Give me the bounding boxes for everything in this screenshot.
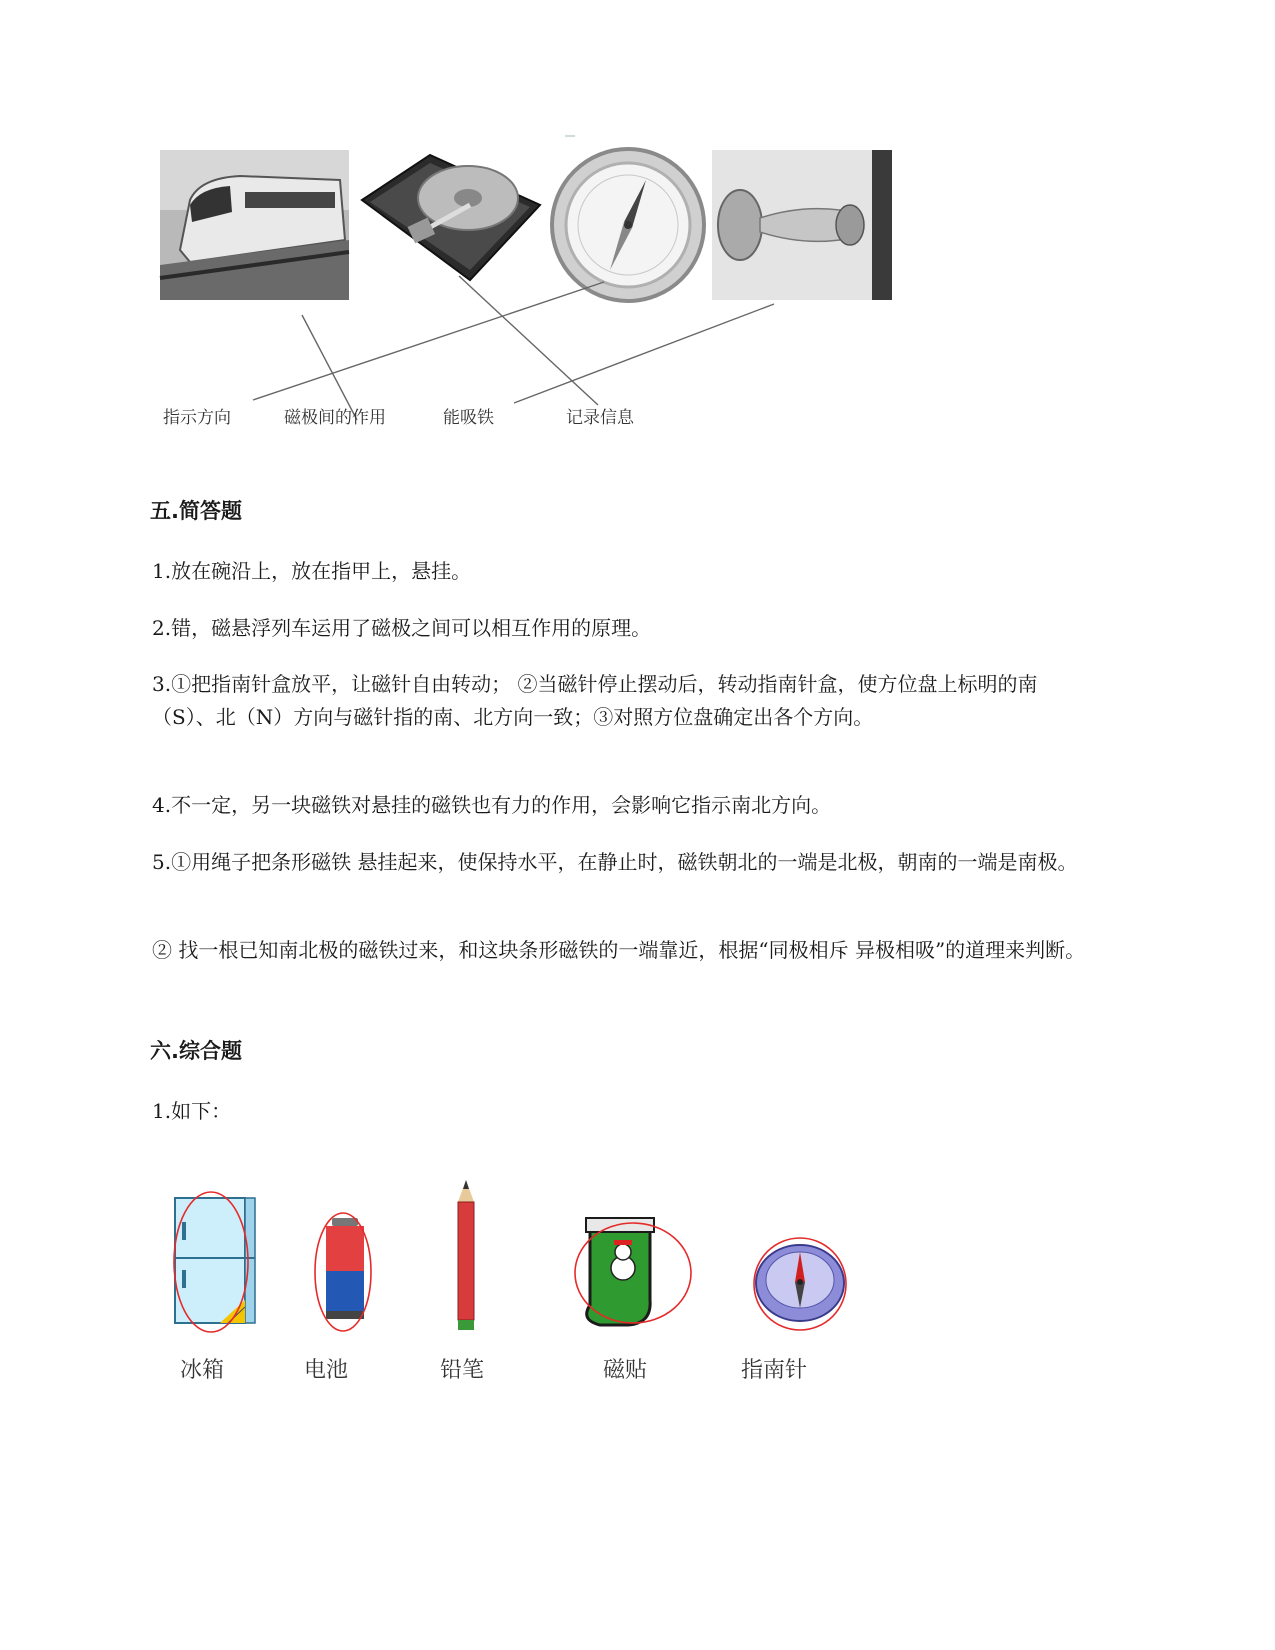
magnetic-sticker-icon — [586, 1218, 654, 1325]
hard-disk-image — [362, 155, 540, 280]
answer-5-part-2: ② 找一根已知南北极的磁铁过来，和这块条形磁铁的一端靠近，根据“同极相斥 异极相吸”的道理来判断。 — [152, 938, 1086, 962]
matching-figure-graphics — [0, 0, 1275, 440]
item-label-compass: 指南针 — [741, 1358, 808, 1383]
answer-4: 4.不一定，另一块磁铁对悬挂的磁铁也有力的作用，会影响它指示南北方向。 — [152, 793, 832, 817]
refrigerator-icon — [175, 1198, 255, 1323]
maglev-train-image — [160, 150, 349, 300]
battery-icon — [326, 1218, 364, 1319]
match-label-record-info: 记录信息 — [566, 408, 634, 428]
section-title-comprehensive: 六.综合题 — [150, 1039, 242, 1063]
magnetic-door-stop-image — [712, 150, 892, 300]
compass-icon — [756, 1245, 844, 1321]
answer-1: 1.放在碗沿上，放在指甲上，悬挂。 — [152, 559, 472, 583]
answer-2: 2.错，磁悬浮列车运用了磁极之间可以相互作用的原理。 — [152, 616, 652, 640]
answer-5: 5.①用绳子把条形磁铁 悬挂起来，使保持水平，在静止时，磁铁朝北的一端是北极，朝南的一端是南极。 — [152, 850, 1078, 874]
answer-6-intro: 1.如下： — [152, 1099, 232, 1123]
item-label-refrigerator: 冰箱 — [180, 1358, 225, 1383]
item-label-battery: 电池 — [304, 1358, 349, 1383]
match-label-direction: 指示方向 — [163, 408, 231, 428]
item-label-pencil: 铅笔 — [440, 1358, 485, 1383]
section-title-short-answer: 五.简答题 — [150, 499, 242, 523]
answer-3: 3.①把指南针盒放平，让磁针自由转动； ②当磁针停止摆动后，转动指南针盒，使方位盘上标明的南（S）、北（N）方向与磁针指的南、北方向一致；③对照方位盘确定出各个方向。 — [152, 672, 1038, 729]
match-label-pole-interaction: 磁极间的作用 — [284, 408, 386, 428]
item-label-magnetic-sticker: 磁贴 — [603, 1358, 648, 1383]
compass-image — [552, 136, 704, 301]
pencil-icon — [458, 1180, 474, 1330]
match-label-attract-iron: 能吸铁 — [443, 408, 494, 428]
